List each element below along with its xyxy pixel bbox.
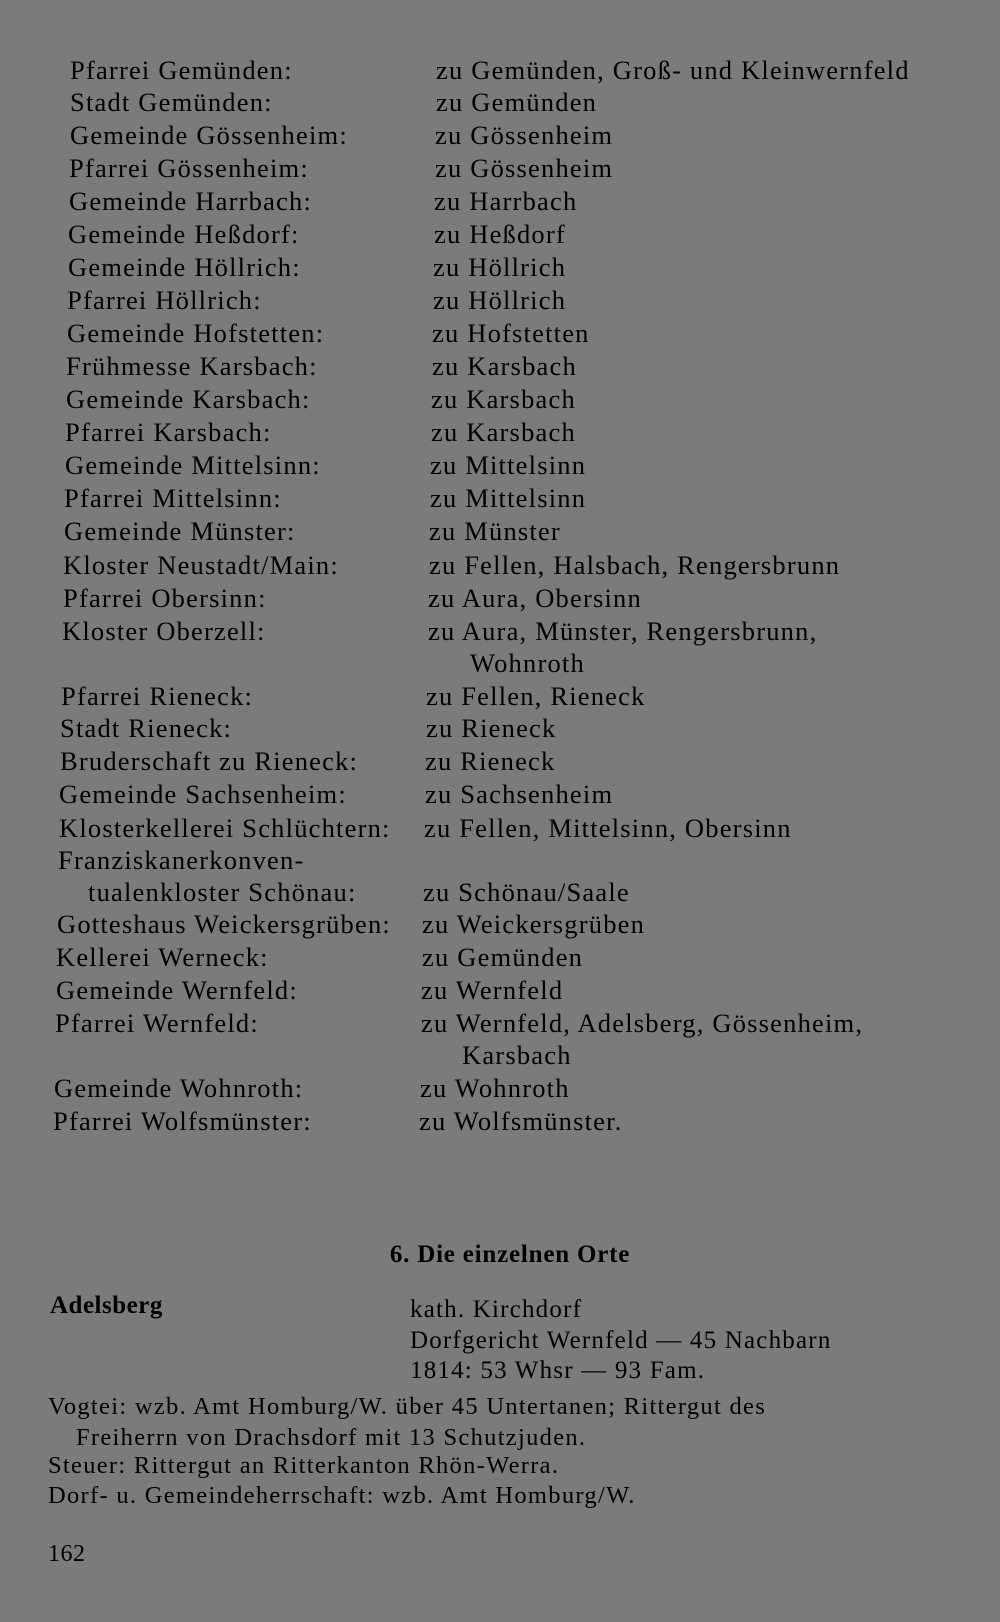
entity-label: Gemeinde Hofstetten: <box>67 318 325 348</box>
entity-label: Pfarrei Rieneck: <box>61 681 254 711</box>
entity-label: Pfarrei Gössenheim: <box>69 153 309 183</box>
entity-label: Gemeinde Sachsenheim: <box>59 779 347 809</box>
entity-label: Pfarrei Karsbach: <box>65 417 272 447</box>
entity-label: tualenkloster Schönau: <box>88 877 357 907</box>
entity-label: Pfarrei Obersinn: <box>63 583 267 613</box>
assignment-value: zu Wernfeld, Adelsberg, Gössenheim, <box>421 1008 864 1038</box>
entity-label: Gotteshaus Weickersgrüben: <box>57 909 391 939</box>
entity-label: Kloster Oberzell: <box>62 616 266 646</box>
entity-label: Pfarrei Mittelsinn: <box>64 483 282 513</box>
entity-label: Gemeinde Gössenheim: <box>70 120 348 150</box>
entity-label: Gemeinde Münster: <box>64 516 296 546</box>
assignment-value: zu Fellen, Halsbach, Rengersbrunn <box>429 550 841 580</box>
entity-label: Gemeinde Heßdorf: <box>68 219 300 249</box>
entity-label: Kloster Neustadt/Main: <box>63 550 339 580</box>
assignment-value: zu Höllrich <box>433 285 567 315</box>
assignment-value: zu Mittelsinn <box>430 483 587 513</box>
assignment-value: zu Münster <box>429 516 561 546</box>
page-number: 162 <box>48 1541 86 1567</box>
assignment-value: zu Mittelsinn <box>430 450 587 480</box>
assignment-value: zu Gössenheim <box>435 153 614 183</box>
place-info-line: kath. Kirchdorf <box>410 1296 583 1323</box>
assignment-value: zu Aura, Münster, Rengersbrunn, <box>428 616 818 646</box>
entity-label: Stadt Gemünden: <box>70 87 273 117</box>
place-name: Adelsberg <box>50 1292 163 1319</box>
assignment-value: zu Schönau/Saale <box>423 877 630 907</box>
entity-label: Kellerei Werneck: <box>56 942 269 972</box>
entity-label: Stadt Rieneck: <box>60 713 233 743</box>
section-heading: 6. Die einzelnen Orte <box>389 1241 631 1268</box>
assignment-value: Karsbach <box>462 1040 572 1070</box>
entity-label: Franziskanerkonven- <box>58 845 305 875</box>
assignment-value: zu Karsbach <box>432 351 577 381</box>
entity-label: Bruderschaft zu Rieneck: <box>60 746 359 776</box>
assignment-value: zu Weickersgrüben <box>422 909 646 939</box>
assignment-value: zu Gemünden <box>422 942 584 972</box>
entity-label: Pfarrei Gemünden: <box>70 55 293 85</box>
assignment-value: zu Karsbach <box>431 417 576 447</box>
assignment-value: zu Wolfsmünster. <box>419 1106 623 1136</box>
assignment-value: zu Rieneck <box>426 713 557 743</box>
assignment-value: zu Fellen, Mittelsinn, Obersinn <box>424 813 792 843</box>
assignment-value: zu Fellen, Rieneck <box>426 681 646 711</box>
assignment-value: zu Sachsenheim <box>425 779 614 809</box>
entity-label: Pfarrei Wernfeld: <box>55 1008 259 1038</box>
assignment-value: zu Karsbach <box>431 384 576 414</box>
assignment-value: zu Gemünden <box>436 87 598 117</box>
detail-line: Steuer: Rittergut an Ritterkanton Rhön-Werra. <box>48 1452 560 1479</box>
entity-label: Frühmesse Karsbach: <box>66 351 318 381</box>
entity-label: Gemeinde Karsbach: <box>66 384 311 414</box>
entity-label: Pfarrei Höllrich: <box>67 285 262 315</box>
assignment-value: zu Wohnroth <box>420 1073 570 1103</box>
entity-label: Gemeinde Wernfeld: <box>56 975 298 1005</box>
assignment-value: zu Hofstetten <box>432 318 590 348</box>
detail-line: Freiherrn von Drachsdorf mit 13 Schutzjuden. <box>76 1424 587 1451</box>
entity-label: Gemeinde Harrbach: <box>69 186 313 216</box>
detail-line: Dorf- u. Gemeindeherrschaft: wzb. Amt Homburg/W. <box>48 1482 636 1509</box>
detail-line: Vogtei: wzb. Amt Homburg/W. über 45 Untertanen; Rittergut des <box>48 1393 767 1420</box>
assignment-value: zu Wernfeld <box>421 975 564 1005</box>
assignment-value: zu Rieneck <box>425 746 556 776</box>
assignment-value: Wohnroth <box>470 648 585 678</box>
place-info-line: Dorfgericht Wernfeld — 45 Nachbarn <box>410 1327 832 1354</box>
assignment-value: zu Harrbach <box>434 186 578 216</box>
entity-label: Gemeinde Mittelsinn: <box>65 450 321 480</box>
entity-label: Gemeinde Höllrich: <box>68 252 301 282</box>
assignment-value: zu Höllrich <box>433 252 567 282</box>
assignment-value: zu Aura, Obersinn <box>428 583 642 613</box>
assignment-value: zu Gemünden, Groß- und Kleinwernfeld <box>436 55 910 85</box>
assignment-value: zu Gössenheim <box>435 120 614 150</box>
entity-label: Gemeinde Wohnroth: <box>54 1073 304 1103</box>
place-info-line: 1814: 53 Whsr — 93 Fam. <box>410 1357 706 1384</box>
assignment-value: zu Heßdorf <box>434 219 566 249</box>
entity-label: Pfarrei Wolfsmünster: <box>53 1106 312 1136</box>
entity-label: Klosterkellerei Schlüchtern: <box>59 813 391 843</box>
